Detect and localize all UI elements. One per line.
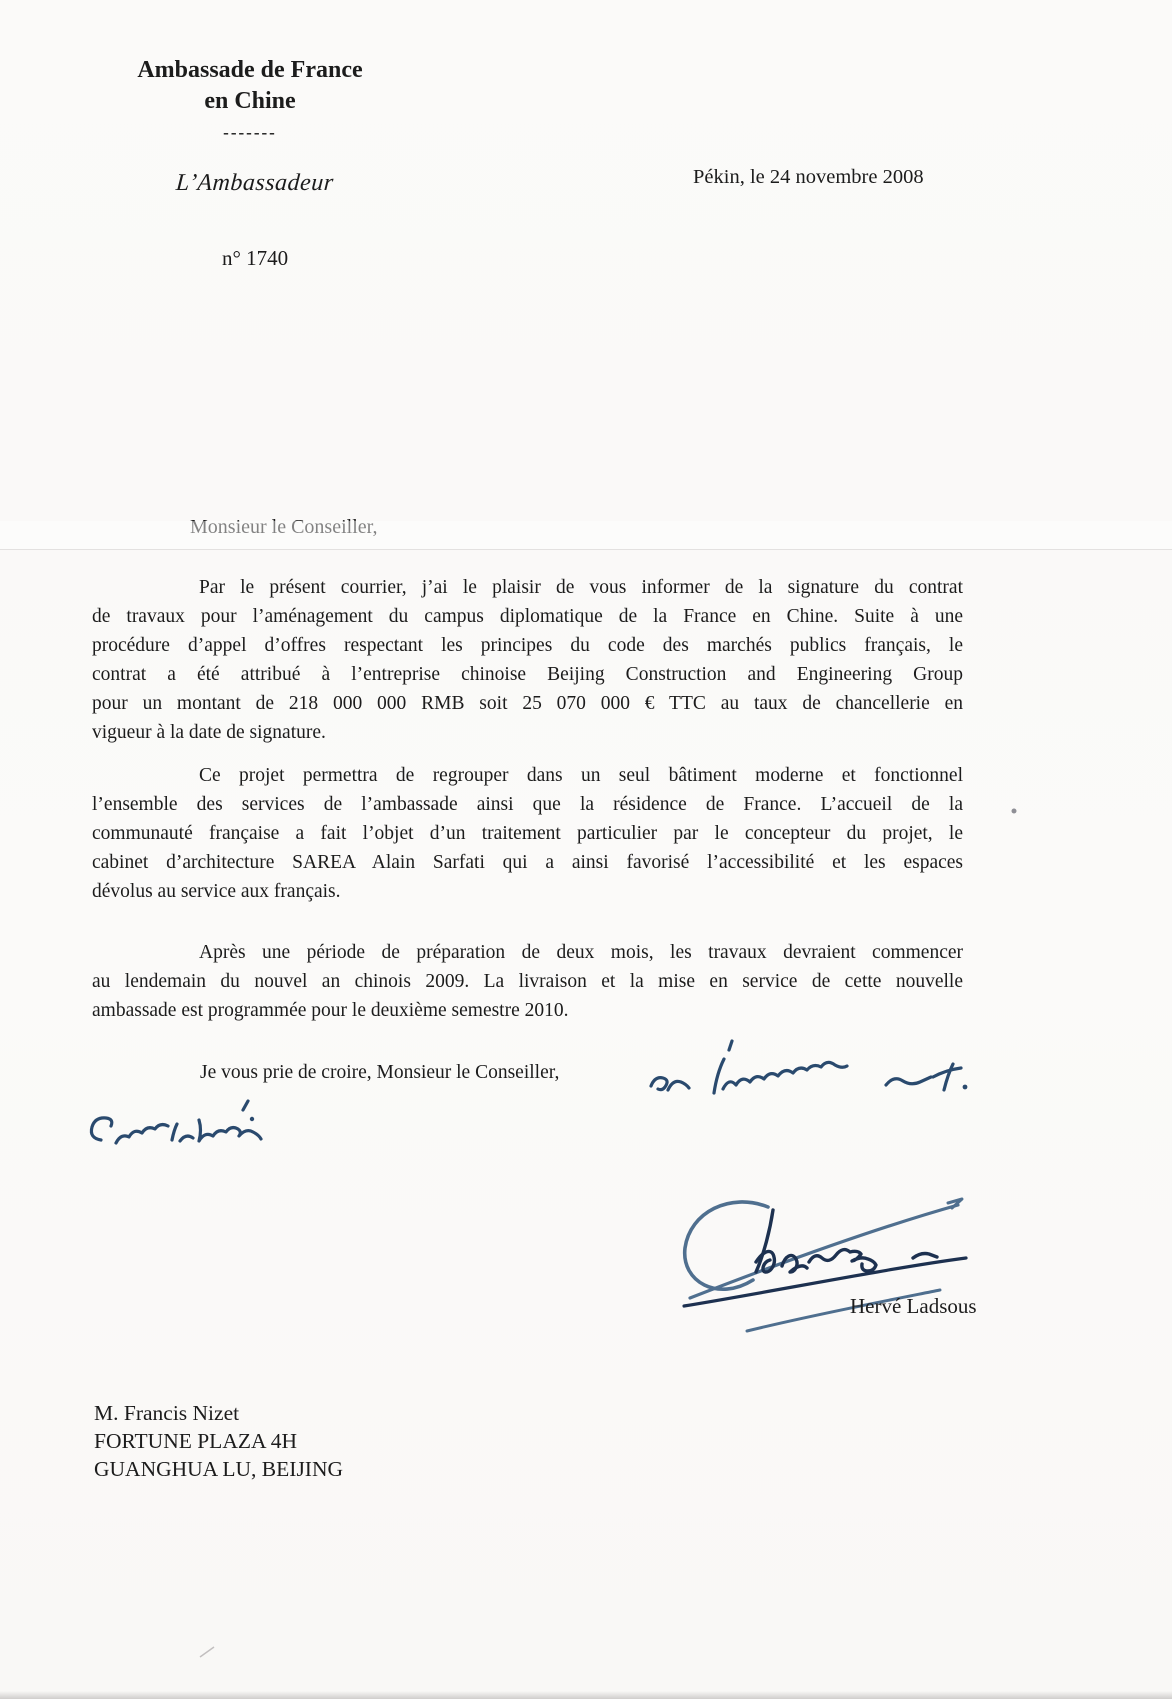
dateline: Pékin, le 24 novembre 2008	[693, 166, 924, 188]
scan-artifacts	[200, 809, 1017, 1658]
paper-fold-crease	[0, 521, 1172, 550]
recipient-name: M. Francis Nizet	[94, 1401, 240, 1425]
body-paragraph-2	[92, 761, 963, 906]
body-line: cabinet d’architecture SAREA Alain Sarfati qui a ainsi favorisé l’accessibilité et les espaces	[92, 852, 963, 873]
sender-title: L’Ambassadeur	[175, 170, 335, 196]
recipient-block	[94, 1399, 343, 1483]
body-paragraph-1	[92, 573, 963, 747]
body-line: Par le présent courrier, j’ai le plaisir de vous informer de la signature du contrat	[199, 577, 963, 598]
body-line: l’ensemble des services de l’ambassade ainsi que la résidence de France. L’accueil de la	[92, 794, 963, 815]
letterhead-org-line2: en Chine	[204, 88, 296, 114]
recipient-address-line: GUANGHUA LU, BEIJING	[94, 1457, 344, 1481]
letterhead-separator: -------	[223, 123, 277, 142]
signer-name: Hervé Ladsous	[850, 1294, 977, 1318]
closing-printed: Je vous prie de croire, Monsieur le Conseiller,	[200, 1062, 560, 1083]
body-line: Ce projet permettra de regrouper dans un seul bâtiment moderne et fonctionnel	[199, 765, 963, 786]
body-line: Après une période de préparation de deux mois, les travaux devraient commencer	[199, 942, 963, 963]
closing-handwriting	[91, 1041, 967, 1143]
body-line: pour un montant de 218 000 000 RMB soit 25 070 000 € TTC au taux de chancellerie en	[92, 693, 963, 714]
recipient-address-line: FORTUNE PLAZA 4H	[94, 1429, 297, 1453]
body-line: vigueur à la date de signature.	[92, 722, 326, 743]
letterhead-block	[100, 55, 400, 144]
scan-edge-shadow	[0, 1691, 1172, 1699]
body-line: au lendemain du nouvel an chinois 2009. La livraison et la mise en service de cette nouvelle	[92, 971, 963, 992]
body-line: procédure d’appel d’offres respectant les principes du code des marchés publics français, le	[92, 635, 963, 656]
salutation: Monsieur le Conseiller,	[190, 516, 378, 538]
body-line: dévolus au service aux français.	[92, 881, 341, 902]
letterhead-org-line1: Ambassade de France	[137, 57, 363, 83]
body-line: de travaux pour l’aménagement du campus diplomatique de la France en Chine. Suite à une	[92, 606, 963, 627]
body-paragraph-3	[92, 938, 963, 1025]
body-line: ambassade est programmée pour le deuxième semestre 2010.	[92, 1000, 569, 1021]
body-line: contrat a été attribué à l’entreprise chinoise Beijing Construction and Engineering Group	[92, 664, 963, 685]
body-line: communauté française a fait l’objet d’un traitement particulier par le concepteur du projet, le	[92, 823, 963, 844]
reference-number: n° 1740	[222, 246, 289, 270]
